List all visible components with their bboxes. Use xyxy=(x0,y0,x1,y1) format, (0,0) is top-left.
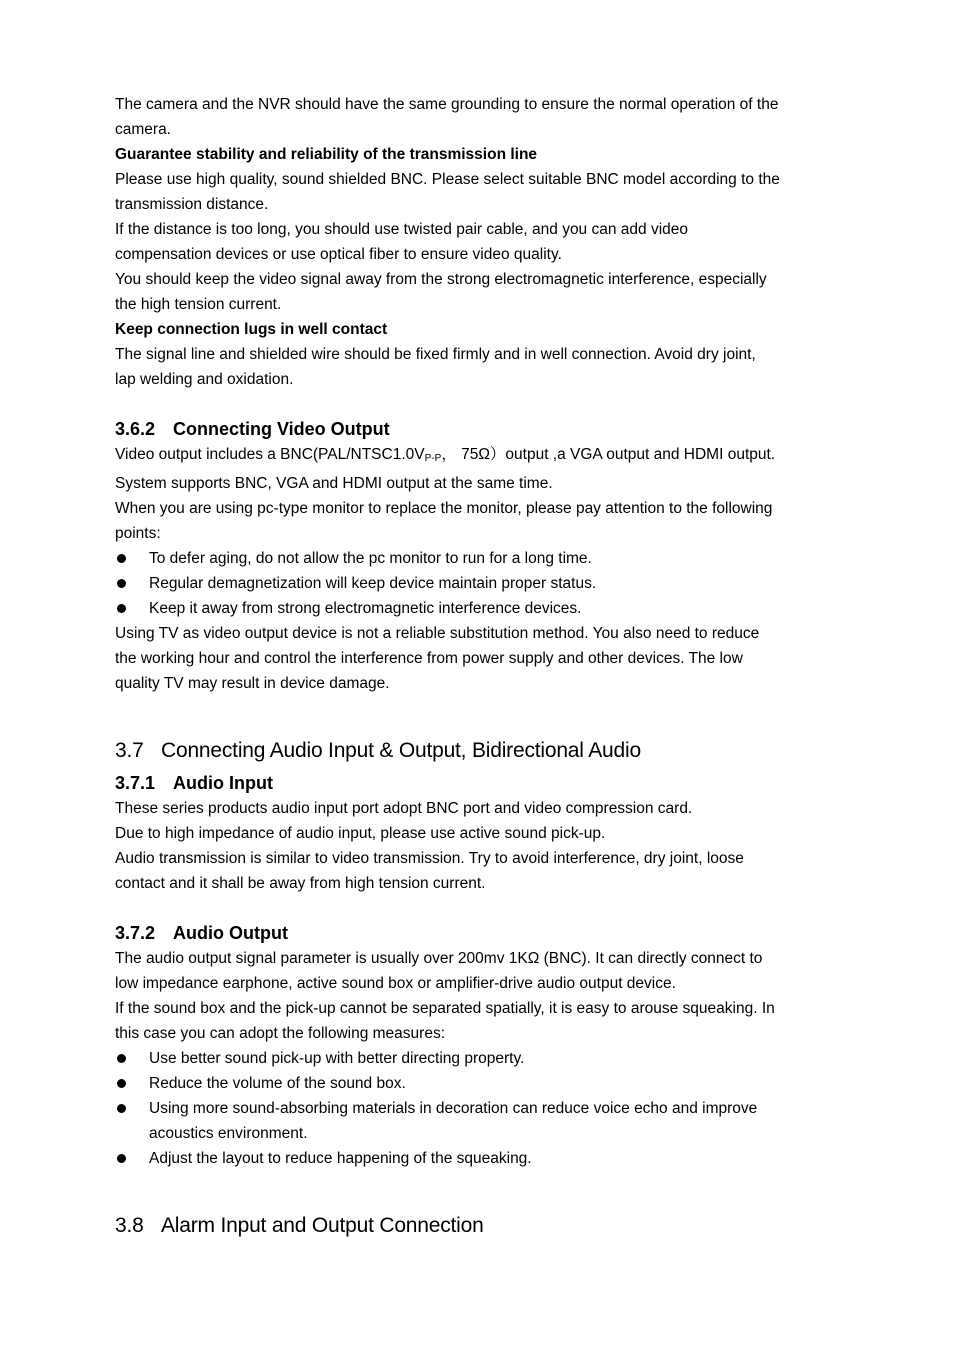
list-item-continuation xyxy=(115,1121,875,1146)
section-title: Audio Output xyxy=(173,923,288,943)
section-title: Connecting Audio Input & Output, Bidirectional Audio xyxy=(161,739,641,762)
section-heading-3-8 xyxy=(115,1211,875,1241)
paragraph: These series products audio input port adopt BNC port and video compression card. xyxy=(115,800,693,817)
bullet-icon xyxy=(117,604,126,613)
section-title: Alarm Input and Output Connection xyxy=(161,1214,484,1237)
subscript: P-P xyxy=(424,453,442,464)
section-number: 3.7.1 xyxy=(115,773,156,793)
paragraph: quality TV may result in device damage. xyxy=(115,675,390,692)
paragraph: If the distance is too long, you should use twisted pair cable, and you can add video xyxy=(115,221,689,238)
list-item-text: Using more sound-absorbing materials in decoration can reduce voice echo and improve xyxy=(149,1100,758,1117)
paragraph: contact and it shall be away from high tension current. xyxy=(115,875,486,892)
list-item-text: Use better sound pick-up with better directing property. xyxy=(149,1050,525,1067)
paragraph: points: xyxy=(115,525,161,542)
paragraph: You should keep the video signal away from the strong electromagnetic interference, especially xyxy=(115,271,767,288)
bullet-icon xyxy=(117,579,126,588)
list-item xyxy=(115,1096,875,1121)
list-item-text: Reduce the volume of the sound box. xyxy=(149,1075,406,1092)
paragraph: this case you can adopt the following measures: xyxy=(115,1025,445,1042)
paragraph: camera. xyxy=(115,121,171,138)
paragraph: System supports BNC, VGA and HDMI output at the same time. xyxy=(115,475,553,492)
bullet-icon xyxy=(117,554,126,563)
paragraph: the high tension current. xyxy=(115,296,282,313)
document-page xyxy=(115,92,875,1241)
list-item xyxy=(115,1071,875,1096)
list-item-text: Adjust the layout to reduce happening of the squeaking. xyxy=(149,1150,532,1167)
section-heading-3-7-2 xyxy=(115,921,875,946)
list-item xyxy=(115,1046,875,1071)
bullet-icon xyxy=(117,1154,126,1163)
list-item-text: Regular demagnetization will keep device maintain proper status. xyxy=(149,575,597,592)
paragraph: When you are using pc-type monitor to replace the monitor, please pay attention to the following xyxy=(115,500,773,517)
section-number: 3.7.2 xyxy=(115,923,156,943)
text-run: Video output includes a BNC(PAL/NTSC1.0V xyxy=(115,446,425,463)
section-number: 3.8 xyxy=(115,1214,144,1237)
section-title: Connecting Video Output xyxy=(173,419,390,439)
section-title: Audio Input xyxy=(173,773,273,793)
section-heading-3-6-2 xyxy=(115,417,875,442)
list-item xyxy=(115,571,875,596)
section-number: 3.6.2 xyxy=(115,419,156,439)
paragraph: transmission distance. xyxy=(115,196,269,213)
bold-subheading: Guarantee stability and reliability of the transmission line xyxy=(115,146,538,163)
paragraph: The audio output signal parameter is usually over 200mv 1KΩ (BNC). It can directly connect to xyxy=(115,950,763,967)
list-item-text: Keep it away from strong electromagnetic interference devices. xyxy=(149,600,582,617)
paragraph: Due to high impedance of audio input, please use active sound pick-up. xyxy=(115,825,606,842)
bullet-icon xyxy=(117,1104,126,1113)
paragraph xyxy=(115,442,875,471)
list-item-text: acoustics environment. xyxy=(149,1125,308,1142)
list-item xyxy=(115,546,875,571)
paragraph: lap welding and oxidation. xyxy=(115,371,294,388)
bullet-icon xyxy=(117,1054,126,1063)
paragraph: the working hour and control the interference from power supply and other devices. The low xyxy=(115,650,743,667)
section-heading-3-7 xyxy=(115,736,875,766)
section-heading-3-7-1 xyxy=(115,771,875,796)
paragraph: Audio transmission is similar to video transmission. Try to avoid interference, dry joint, loose xyxy=(115,850,744,867)
text-run: ， 75Ω）output ,a VGA output and HDMI output. xyxy=(441,446,776,463)
list-item xyxy=(115,1146,875,1171)
paragraph: The signal line and shielded wire should be fixed firmly and in well connection. Avoid dry joint, xyxy=(115,346,756,363)
list-item-text: To defer aging, do not allow the pc monitor to run for a long time. xyxy=(149,550,592,567)
paragraph: compensation devices or use optical fiber to ensure video quality. xyxy=(115,246,562,263)
bold-subheading: Keep connection lugs in well contact xyxy=(115,321,388,338)
paragraph: Please use high quality, sound shielded BNC. Please select suitable BNC model according to the xyxy=(115,171,780,188)
section-number: 3.7 xyxy=(115,739,144,762)
paragraph: If the sound box and the pick-up cannot be separated spatially, it is easy to arouse squeaking. In xyxy=(115,1000,775,1017)
paragraph: low impedance earphone, active sound box or amplifier-drive audio output device. xyxy=(115,975,676,992)
paragraph: Using TV as video output device is not a reliable substitution method. You also need to reduce xyxy=(115,625,760,642)
bullet-icon xyxy=(117,1079,126,1088)
paragraph: The camera and the NVR should have the same grounding to ensure the normal operation of the xyxy=(115,96,779,113)
list-item xyxy=(115,596,875,621)
